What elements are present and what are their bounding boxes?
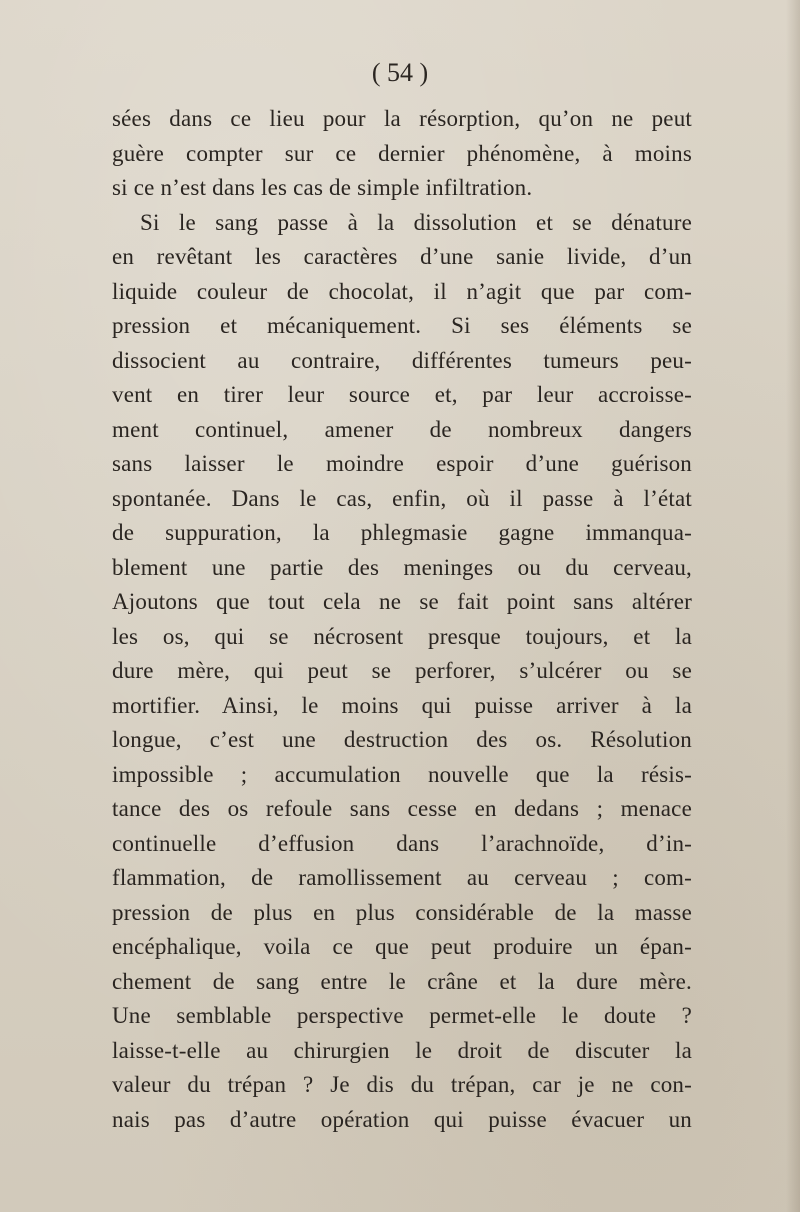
text-line: dure mère, qui peut se perforer, s’ulcérer ou se [112,658,692,683]
text-line: chement de sang entre le crâne et la dure mère. [112,968,692,994]
text-line: guère compter sur ce dernier phénomène, à moins [112,140,692,166]
text-line: Une semblable perspective permet-elle le doute ? [112,1003,692,1028]
text-line: vent en tirer leur source et, par leur accroisse- [112,382,692,407]
paragraph-start-line: Si le sang passe à la dissolution et se dénature [140,209,692,235]
text-line: continuelle d’effusion dans l’arachnoïde, d’in- [112,830,692,856]
text-line: sées dans ce lieu pour la résorption, qu’on ne peut [112,106,692,131]
text-line: ment continuel, amener de nombreux dangers [112,416,692,442]
text-line: pression de plus en plus considérable de la masse [112,899,692,925]
text-line: blement une partie des meninges ou du cerveau, [112,554,692,580]
text-line: longue, c’est une destruction des os. Résolution [112,727,692,752]
text-line: en revêtant les caractères d’une sanie livide, d’un [112,244,692,269]
text-line: pression et mécaniquement. Si ses éléments se [112,313,692,338]
text-line: si ce n’est dans les cas de simple infiltration. [112,175,533,200]
text-line: laisse-t-elle au chirurgien le droit de discuter la [112,1037,692,1063]
body-text [112,102,692,1137]
text-line: tance des os refoule sans cesse en dedans ; menace [112,796,692,821]
page-number: ( 54 ) [371,58,429,87]
text-line: les os, qui se nécrosent presque toujours, et la [112,623,692,649]
text-line: nais pas d’autre opération qui puisse évacuer un [112,1106,692,1132]
text-line: mortifier. Ainsi, le moins qui puisse arriver à la [112,692,692,718]
text-line: valeur du trépan ? Je dis du trépan, car je ne con- [112,1072,692,1097]
text-line: liquide couleur de chocolat, il n’agit que par com- [112,278,692,304]
text-line: sans laisser le moindre espoir d’une guérison [112,451,692,476]
text-line: de suppuration, la phlegmasie gagne immanqua- [112,520,692,545]
text-line: flammation, de ramollissement au cerveau ; com- [112,865,692,890]
text-line: encéphalique, voila ce que peut produire un épan- [112,934,692,959]
text-line: dissocient au contraire, différentes tumeurs peu- [112,347,692,373]
text-line: spontanée. Dans le cas, enfin, où il passe à l’état [112,485,692,511]
page-edge-shadow [786,0,800,1212]
text-line: impossible ; accumulation nouvelle que la résis- [112,761,692,787]
text-line: Ajoutons que tout cela ne se fait point sans altérer [112,589,692,614]
